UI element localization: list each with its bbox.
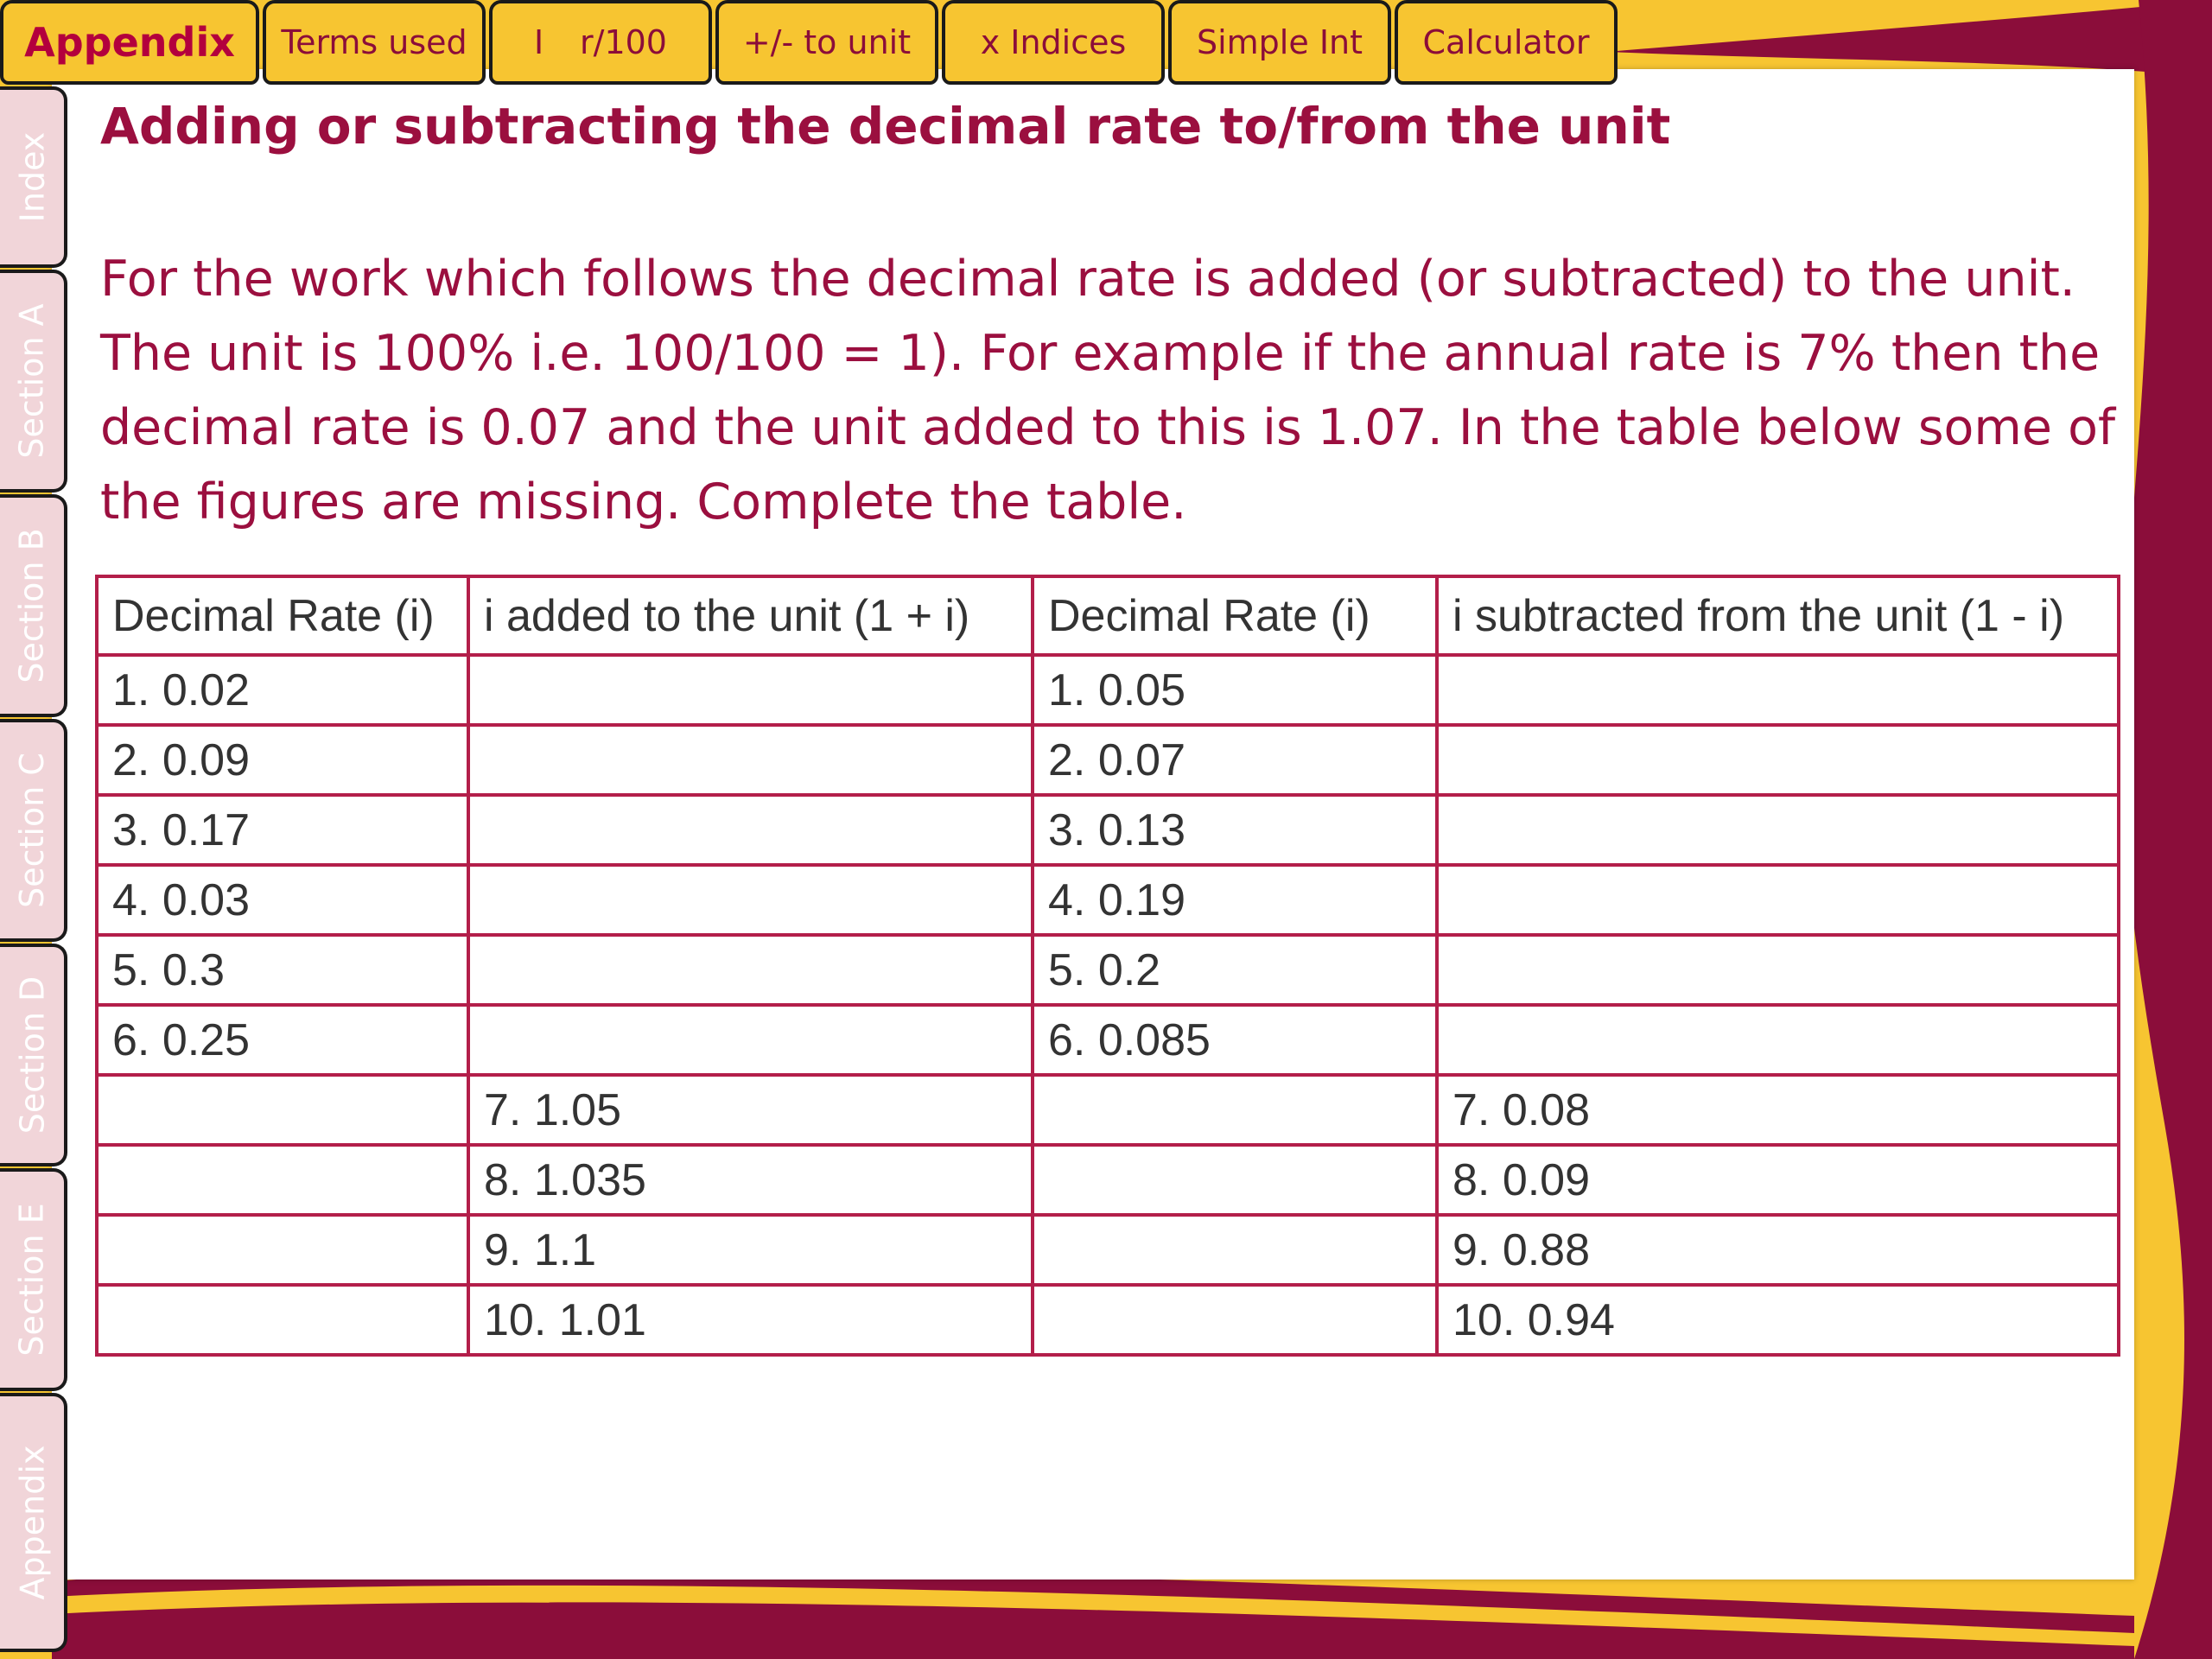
- tab-rate-conversion-symbol: I: [534, 23, 544, 61]
- table-cell: 2. 0.09: [97, 725, 468, 795]
- side-tab-appendix[interactable]: [0, 1393, 67, 1652]
- table-cell: 8. 0.09: [1437, 1145, 2119, 1215]
- side-tab-section-e-label: Section E: [13, 1203, 51, 1357]
- table-row: [97, 1145, 2119, 1215]
- table-row: [97, 1005, 2119, 1075]
- side-tab-section-d-label: Section D: [13, 976, 51, 1135]
- instructions-paragraph: For the work which follows the decimal rate is added (or subtracted) to the unit. The unit is 100% i.e. 100/100 = 1). For example if the annual rate is 7% then the decimal rate is 0.07 and the unit added to this is 1.07. In the table below some of the figures are missing. Complete the table.: [100, 251, 2116, 531]
- table-cell: 1. 0.05: [1033, 655, 1437, 725]
- side-tab-section-c[interactable]: [0, 719, 67, 942]
- table-cell: 5. 0.2: [1033, 935, 1437, 1005]
- table-cell: [1437, 725, 2119, 795]
- table-cell: [468, 795, 1033, 865]
- table-cell: [1437, 865, 2119, 935]
- side-tab-section-e[interactable]: [0, 1168, 67, 1391]
- table-cell: [468, 935, 1033, 1005]
- table-cell: [97, 1145, 468, 1215]
- table-cell: [97, 1075, 468, 1145]
- table-cell: [1033, 1145, 1437, 1215]
- table-header-row: [97, 576, 2119, 655]
- page-title: Adding or subtracting the decimal rate to/from the unit: [100, 97, 1671, 156]
- top-nav: [0, 0, 1621, 85]
- table-cell: [1033, 1285, 1437, 1355]
- table-row: [97, 795, 2119, 865]
- table-row: [97, 1285, 2119, 1355]
- table-cell: 10. 0.94: [1437, 1285, 2119, 1355]
- table-cell: 6. 0.25: [97, 1005, 468, 1075]
- rate-table: [95, 575, 2120, 1357]
- table-row: [97, 655, 2119, 725]
- tab-appendix[interactable]: [0, 0, 259, 85]
- table-cell: 7. 1.05: [468, 1075, 1033, 1145]
- tab-terms-used-label: Terms used: [281, 23, 467, 61]
- table-cell: [468, 725, 1033, 795]
- side-tab-section-a[interactable]: [0, 270, 67, 493]
- tab-indices-label: x Indices: [980, 23, 1127, 61]
- table-cell: 6. 0.085: [1033, 1005, 1437, 1075]
- table-cell: [97, 1215, 468, 1285]
- table-cell: [468, 655, 1033, 725]
- table-row: [97, 1075, 2119, 1145]
- tab-appendix-label: Appendix: [24, 19, 235, 66]
- col-header-decimal-rate-2: Decimal Rate (i): [1033, 576, 1437, 655]
- tab-simple-int-label: Simple Int: [1196, 23, 1363, 61]
- table-cell: [468, 865, 1033, 935]
- side-tab-section-d[interactable]: [0, 944, 67, 1166]
- table-cell: 4. 0.19: [1033, 865, 1437, 935]
- table-cell: 4. 0.03: [97, 865, 468, 935]
- table-cell: 5. 0.3: [97, 935, 468, 1005]
- table-cell: [1437, 795, 2119, 865]
- table-cell: 9. 1.1: [468, 1215, 1033, 1285]
- tab-terms-used[interactable]: [263, 0, 486, 85]
- table-cell: 8. 1.035: [468, 1145, 1033, 1215]
- side-tab-section-b-label: Section B: [13, 528, 51, 683]
- table-cell: 1. 0.02: [97, 655, 468, 725]
- col-header-decimal-rate: Decimal Rate (i): [97, 576, 468, 655]
- table-row: [97, 725, 2119, 795]
- table-row: [97, 1215, 2119, 1285]
- table-cell: [97, 1285, 468, 1355]
- table-row: [97, 865, 2119, 935]
- side-tab-appendix-label: Appendix: [13, 1445, 51, 1600]
- table-cell: [1033, 1075, 1437, 1145]
- col-header-subtracted-from-unit: i subtracted from the unit (1 - i): [1437, 576, 2119, 655]
- table-cell: [1437, 1005, 2119, 1075]
- tab-simple-int[interactable]: [1168, 0, 1391, 85]
- table-cell: 10. 1.01: [468, 1285, 1033, 1355]
- table-cell: 2. 0.07: [1033, 725, 1437, 795]
- col-header-added-to-unit: i added to the unit (1 + i): [468, 576, 1033, 655]
- table-cell: 3. 0.17: [97, 795, 468, 865]
- side-tab-section-b[interactable]: [0, 494, 67, 717]
- tab-rate-conversion[interactable]: [489, 0, 712, 85]
- side-tab-index-label: Index: [13, 131, 51, 223]
- table-cell: [1033, 1215, 1437, 1285]
- table-cell: [1437, 655, 2119, 725]
- tab-calculator[interactable]: [1395, 0, 1618, 85]
- tab-to-unit-label: +/- to unit: [742, 23, 912, 61]
- table-cell: 3. 0.13: [1033, 795, 1437, 865]
- table-cell: 9. 0.88: [1437, 1215, 2119, 1285]
- table-cell: [468, 1005, 1033, 1075]
- tab-rate-conversion-label: r/100: [580, 23, 667, 61]
- table-cell: [1437, 935, 2119, 1005]
- table-cell: 7. 0.08: [1437, 1075, 2119, 1145]
- side-tab-section-c-label: Section C: [13, 753, 52, 908]
- side-tab-section-a-label: Section A: [13, 303, 52, 459]
- tab-indices[interactable]: [942, 0, 1165, 85]
- side-tab-index[interactable]: [0, 86, 67, 268]
- tab-to-unit[interactable]: [715, 0, 938, 85]
- table-row: [97, 935, 2119, 1005]
- tab-calculator-label: Calculator: [1422, 23, 1590, 61]
